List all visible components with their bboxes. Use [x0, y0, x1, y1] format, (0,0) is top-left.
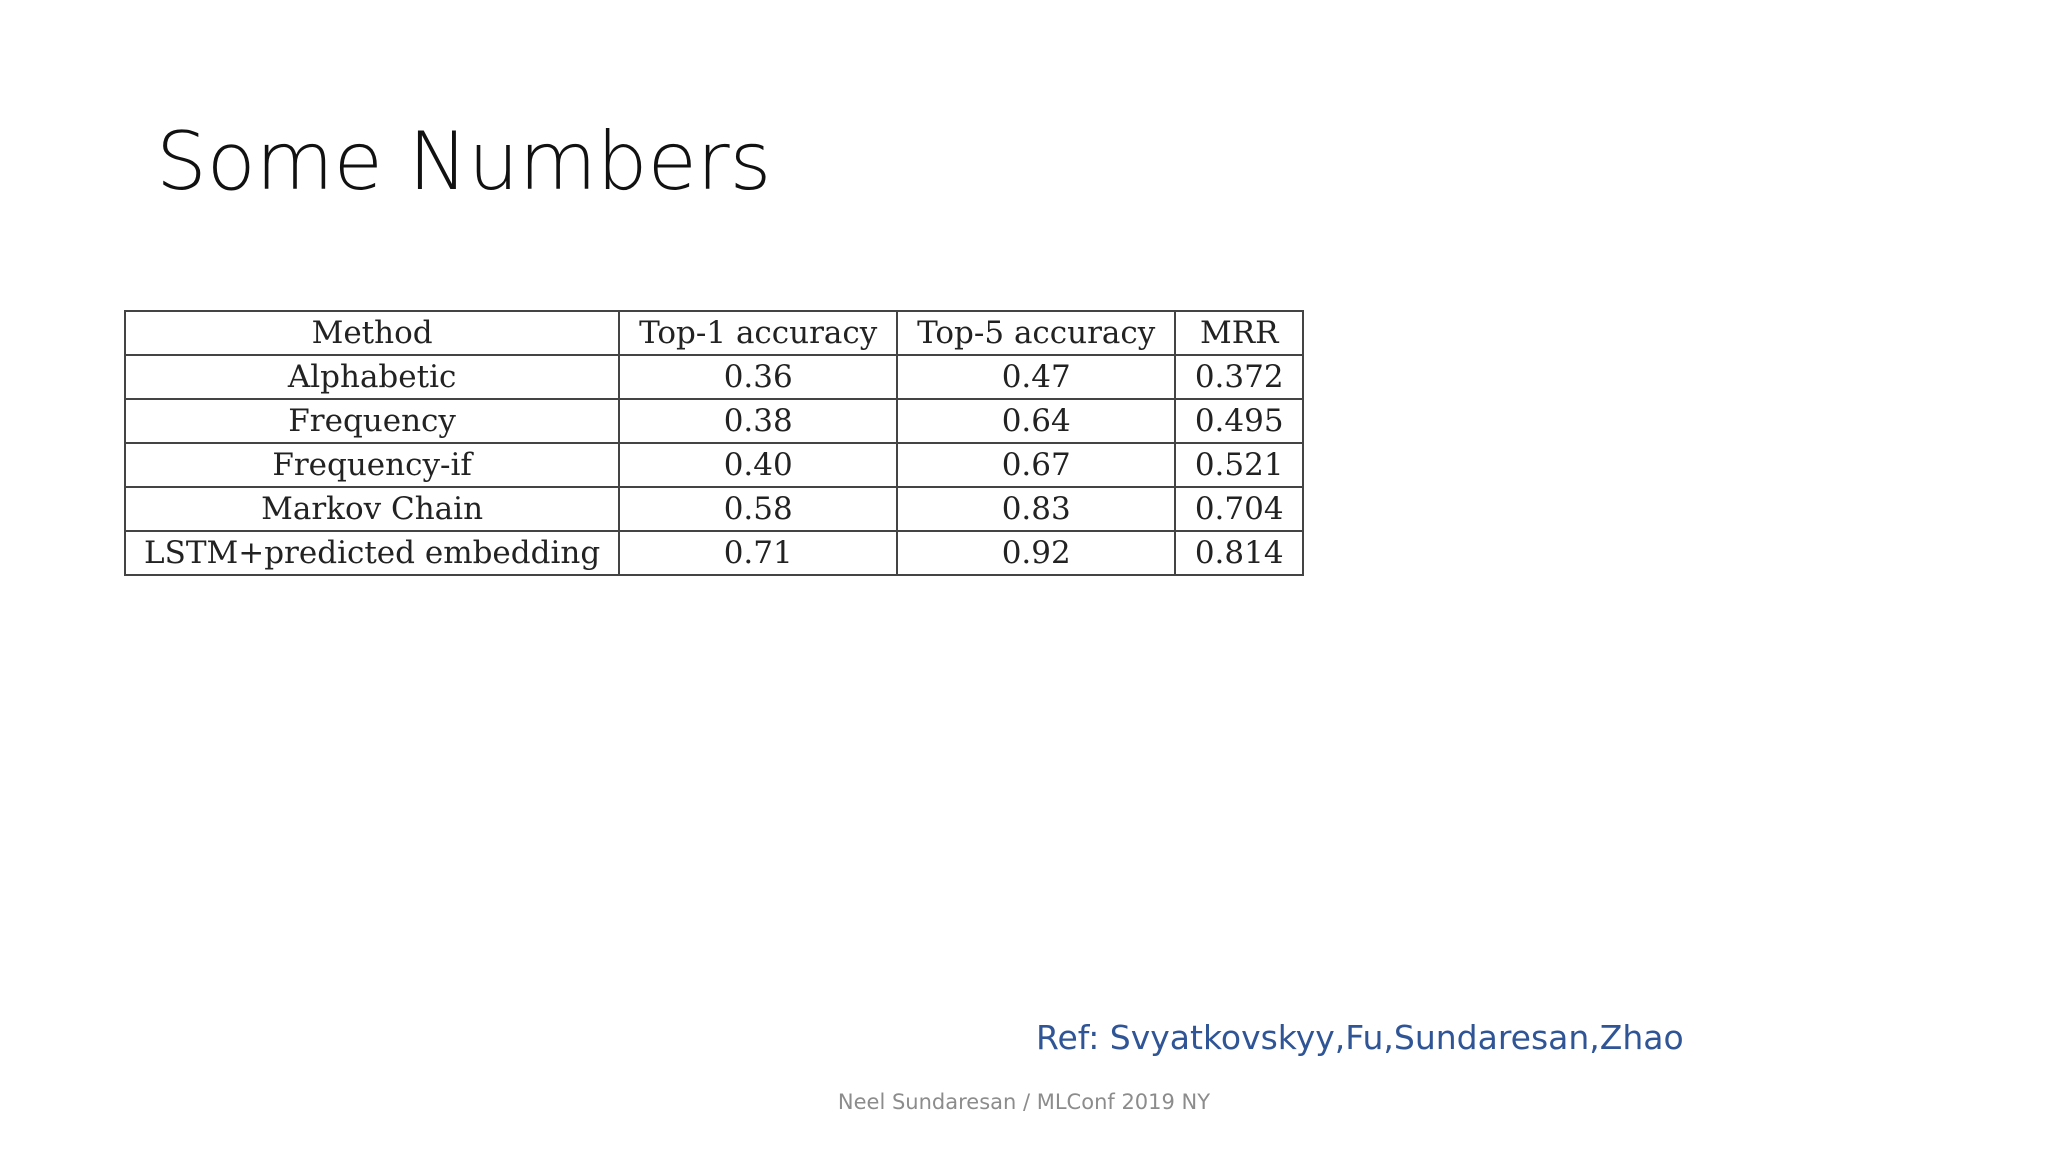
cell-top1: 0.36 [619, 355, 897, 399]
header-mrr: MRR [1175, 311, 1303, 355]
header-top1-accuracy: Top-1 accuracy [619, 311, 897, 355]
cell-top5: 0.92 [897, 531, 1175, 575]
table-row [125, 355, 1303, 399]
cell-top5: 0.64 [897, 399, 1175, 443]
cell-top5: 0.67 [897, 443, 1175, 487]
cell-mrr: 0.495 [1175, 399, 1303, 443]
cell-method: Frequency-if [125, 443, 619, 487]
cell-mrr: 0.521 [1175, 443, 1303, 487]
reference-text: Ref: Svyatkovskyy,Fu,Sundaresan,Zhao [1036, 1018, 1684, 1057]
cell-top1: 0.38 [619, 399, 897, 443]
table-row [125, 531, 1303, 575]
table-row [125, 443, 1303, 487]
cell-top1: 0.40 [619, 443, 897, 487]
cell-top5: 0.47 [897, 355, 1175, 399]
cell-top1: 0.58 [619, 487, 897, 531]
cell-method: LSTM+predicted embedding [125, 531, 619, 575]
cell-method: Frequency [125, 399, 619, 443]
cell-top1: 0.71 [619, 531, 897, 575]
table-row [125, 399, 1303, 443]
header-top5-accuracy: Top-5 accuracy [897, 311, 1175, 355]
slide-footer: Neel Sundaresan / MLConf 2019 NY [837, 1090, 1211, 1114]
cell-mrr: 0.372 [1175, 355, 1303, 399]
header-method: Method [125, 311, 619, 355]
cell-mrr: 0.704 [1175, 487, 1303, 531]
results-table [124, 310, 1304, 576]
slide-title: Some Numbers [156, 115, 772, 208]
table-row [125, 487, 1303, 531]
table-header-row [125, 311, 1303, 355]
cell-top5: 0.83 [897, 487, 1175, 531]
cell-method: Alphabetic [125, 355, 619, 399]
cell-mrr: 0.814 [1175, 531, 1303, 575]
cell-method: Markov Chain [125, 487, 619, 531]
